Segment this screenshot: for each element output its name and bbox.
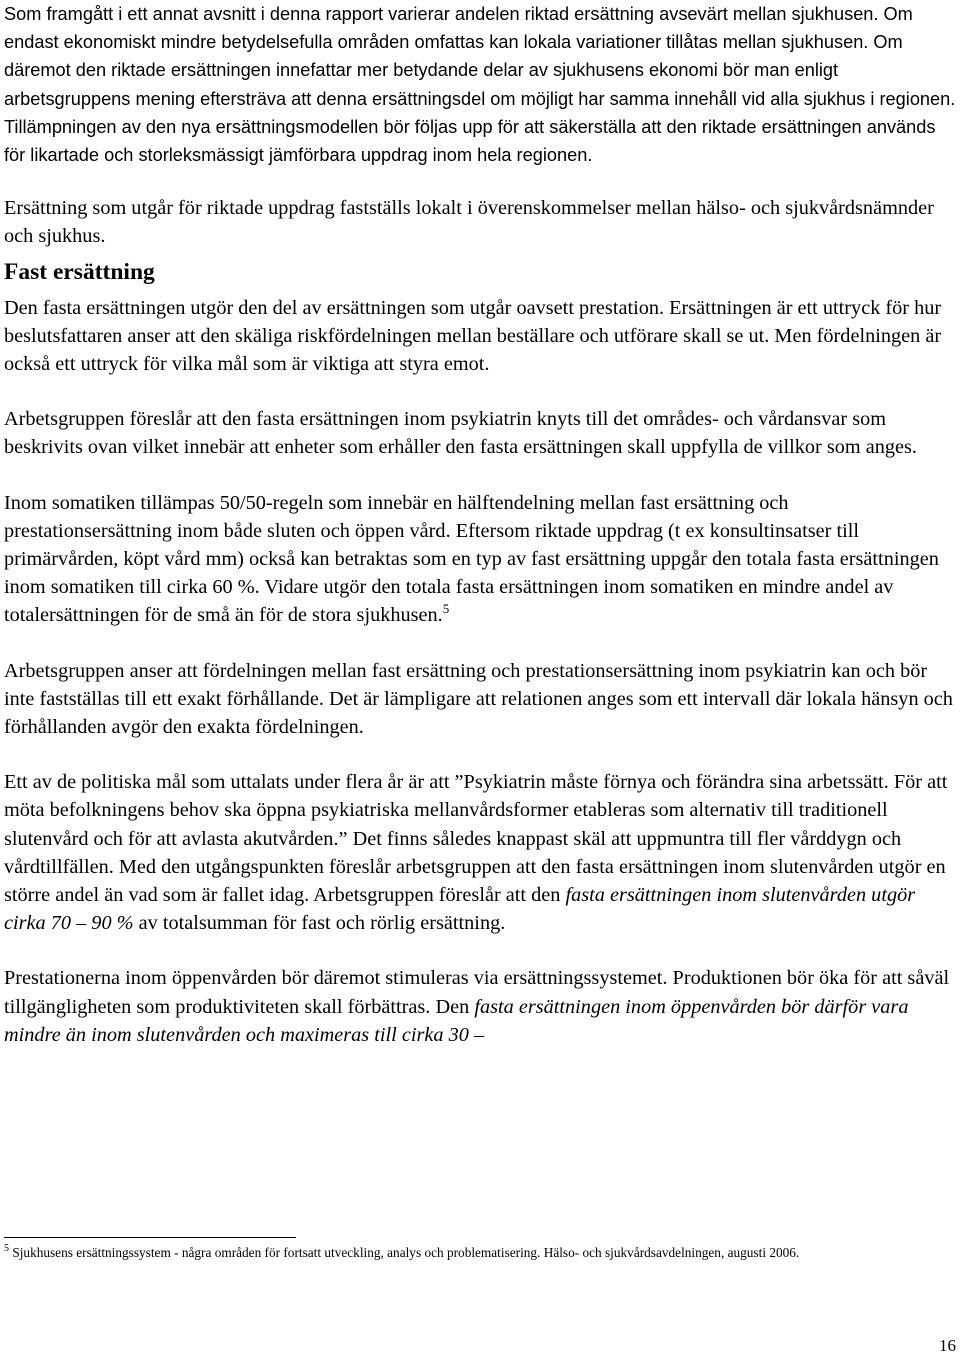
footnote-reference: 5 — [442, 601, 450, 617]
local-agreement-paragraph: Ersättning som utgår för riktade uppdrag fastställs lokalt i överenskommelser mellan hälso- och sjukvårdsnämnder och sjukhus. — [4, 197, 934, 248]
policy-goal-tail: av totalsumman för fast och rörlig ersättning. — [133, 912, 506, 935]
psychiatry-paragraph: Arbetsgruppen föreslår att den fasta ersättningen inom psykiatrin knyts till det områdes- och vårdansvar som beskrivits ovan vilket innebär att enheter som erhåller den fasta ersättningen skall uppfylla de villkor som anges. — [4, 408, 917, 459]
ratio-paragraph: Arbetsgruppen anser att fördelningen mellan fast ersättning och prestationsersättning inom psykiatrin kan och bör inte fastställas till ett exakt förhållande. Det är lämpligare att relationen anges som ett intervall där lokala hänsyn och förhållanden avgör den exakta fördelningen. — [4, 659, 953, 739]
document-page — [4, 0, 956, 1049]
intro-paragraph: Som framgått i ett annat avsnitt i denna rapport varierar andelen riktad ersättning avsevärt mellan sjukhusen. Om endast ekonomiskt mindre betydelsefulla områden omfattas kan lokala variationer tillåtas mellan sjukhusen. Om däremot den riktade ersättningen innefattar mer betydande delar av sjukhusens ekonomi bör man enligt arbetsgruppens mening eftersträva att denna ersättningsdel om möjligt har samma innehåll vid alla sjukhus i regionen. Tillämpningen av den nya ersättningsmodellen bör följas upp för att säkerställa att den riktade ersättningen används för likartade och storleksmässigt jämförbara uppdrag inom hela regionen. — [4, 4, 956, 166]
somatic-text: Inom somatiken tillämpas 50/50-regeln som innebär en hälftendelning mellan fast ersättning och prestationsersättning inom både sluten och öppen vård. Eftersom riktade uppdrag (t ex konsultinsatser till primärvården, köpt vård mm) också kan betraktas som en typ av fast ersättning uppgår den totala fasta ersättningen inom somatiken till cirka 60 %. Vidare utgör den totala fasta ersättningen inom somatiken en mindre andel av totalersättningen för de små än för de stora sjukhusen. — [4, 491, 939, 627]
page-number: 16 — [939, 1336, 956, 1355]
outpatient-text: Prestationerna inom öppenvården bör däremot stimuleras via ersättningssystemet. Produktionen bör öka för att såväl tillgängligheten som produktiviteten skall förbättras. Den — [4, 967, 950, 1018]
outpatient-italic: fasta ersättningen inom öppenvården bör därför vara mindre än inom slutenvården och maximeras till cirka 30 – — [4, 995, 909, 1046]
policy-goal-italic: fasta ersättningen inom slutenvården utgör cirka 70 – 90 % — [4, 884, 916, 935]
outpatient-paragraph — [4, 964, 956, 1049]
fixed-compensation-paragraph: Den fasta ersättningen utgör den del av ersättningen som utgår oavsett prestation. Ersättningen är ett uttryck för hur beslutsfattaren anser att den skäliga riskfördelningen mellan beställare och utförare skall se ut. Men fördelningen är också ett uttryck för vilka mål som är viktiga att styra emot. — [4, 296, 942, 376]
footnote-divider — [4, 1237, 296, 1238]
footnote-number: 5 — [4, 1243, 9, 1254]
policy-goal-paragraph — [4, 768, 956, 937]
somatic-paragraph — [4, 489, 956, 630]
footnote — [4, 1243, 944, 1262]
footnote-text: Sjukhusens ersättningssystem - några områden för fortsatt utveckling, analys och problematisering. Hälso- och sjukvårdsavdelningen, augusti 2006. — [12, 1245, 800, 1260]
policy-goal-text: Ett av de politiska mål som uttalats under flera år är att ”Psykiatrin måste förnya och förändra sina arbetssätt. För att möta befolkningens behov ska öppna psykiatriska mellanvårdsformer etableras som alternativ till traditionell slutenvård och för att avlasta akutvården.” Det finns således knappast skäl att uppmuntra till fler vårddygn och vårdtillfällen. Med den utgångspunkten föreslår arbetsgruppen att den fasta ersättningen inom slutenvården utgör en större andel än vad som är fallet idag. Arbetsgruppen föreslår att den — [4, 771, 948, 907]
section-heading: Fast ersättning — [4, 258, 155, 285]
